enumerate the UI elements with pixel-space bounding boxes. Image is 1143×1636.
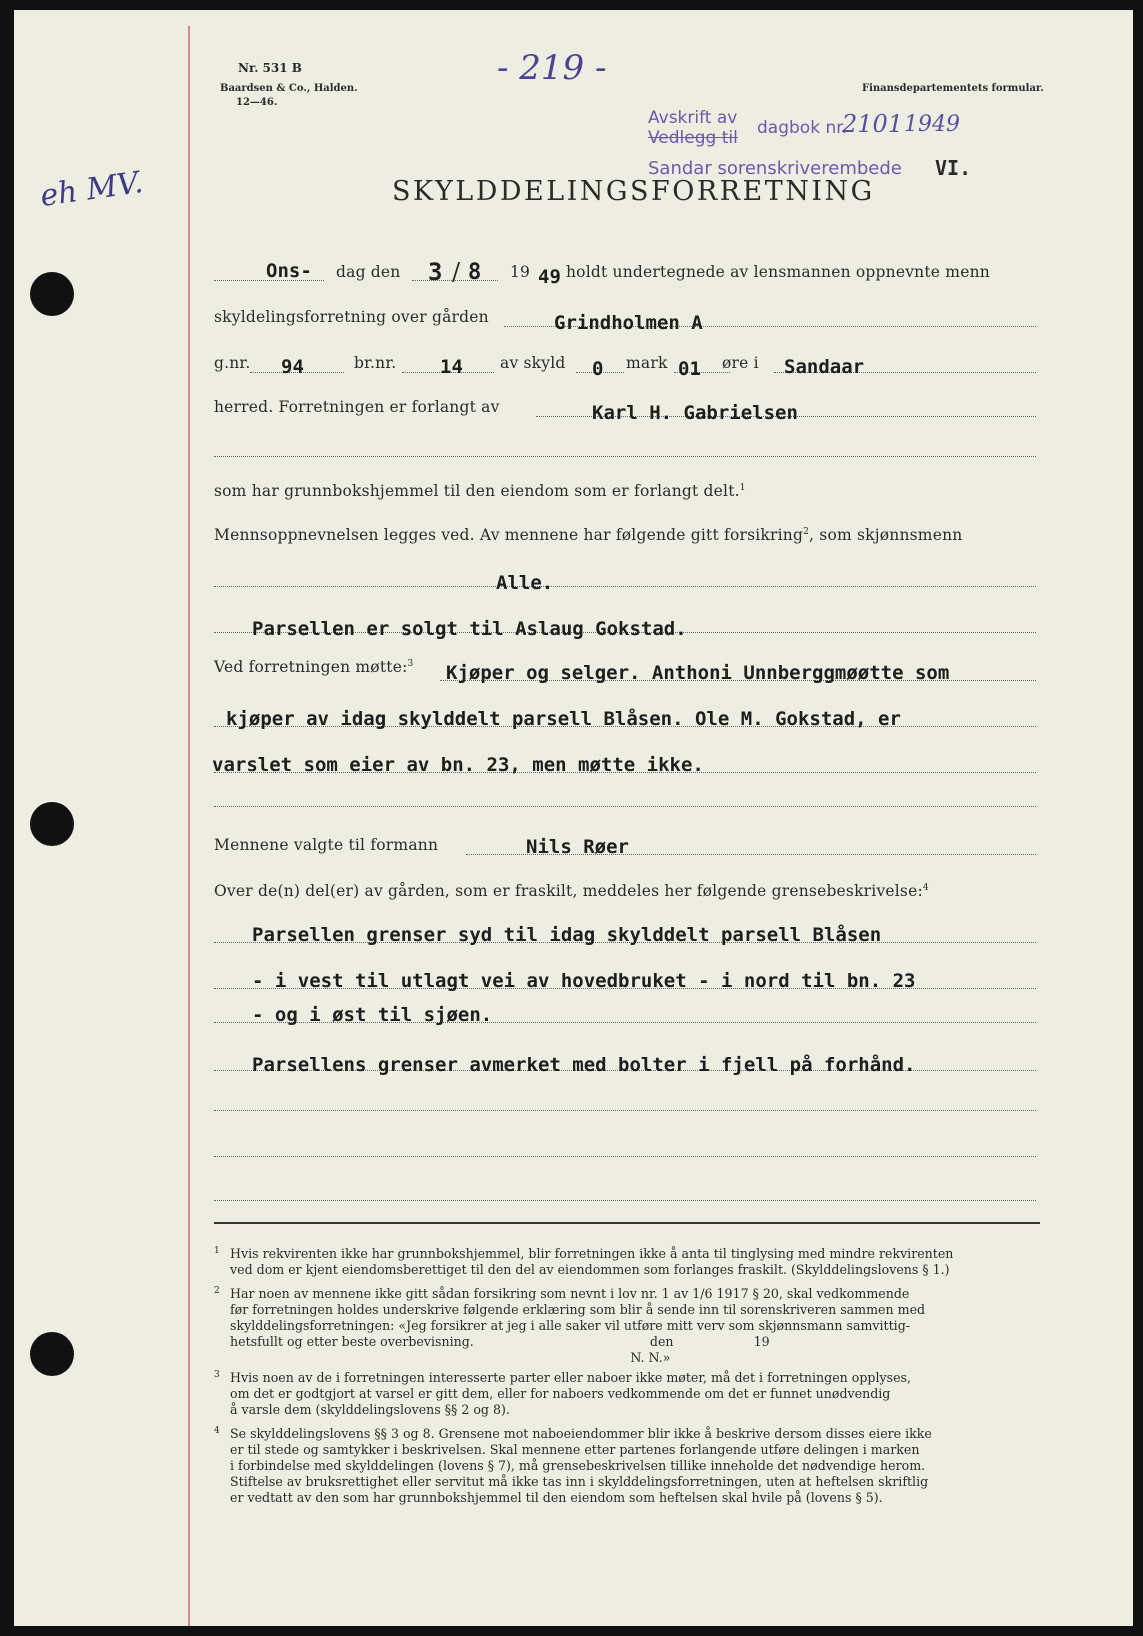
blank-line-1 (214, 456, 1036, 457)
label-motte-text: Ved forretningen møtte: (214, 658, 408, 676)
footnote-2-line: skylddelingsforretningen: «Jeg forsikrer at jeg i alle saker vil utføre mitt verv som skjønnsmann samvittig- (230, 1318, 911, 1333)
document-title: SKYLDDELINGSFORRETNING (392, 176, 875, 207)
date-separator: / (452, 258, 461, 286)
grense-line-3-text: - og i øst til sjøen. (252, 1004, 493, 1026)
margin-note: eh MV. (38, 164, 146, 215)
footnote-3 (214, 1370, 1044, 1418)
ministry-form: Finansdepartementets formular. (862, 83, 1044, 94)
grunnbok-text (214, 482, 746, 500)
label-brnr: br.nr. (354, 354, 397, 372)
brnr-value: 14 (440, 356, 463, 378)
menn-text-b: som skjønnsmenn (819, 526, 963, 544)
label-formann: Mennene valgte til formann (214, 836, 439, 854)
punch-hole-top (30, 272, 74, 316)
footnote-1-line: ved dom er kjent eiendomsberettiget til den del av eiendommen som forlanges fraskilt. (Skylddelingslovens § 1.) (230, 1262, 950, 1277)
formann-value: Nils Røer (526, 836, 629, 858)
footnote-3-line: å varsle dem (skylddelingslovens §§ 2 og 8). (230, 1402, 510, 1417)
footnote-ref-1: 1 (739, 482, 746, 493)
year-prefix: 19 (510, 263, 531, 281)
footnote-3-line: om det er godtgjort at varsel er gitt dem, eller for naboers vedkommende om det er funnet unødvendig (230, 1386, 891, 1401)
stamp-dagbok-label: dagbok nr. (757, 118, 848, 138)
parcel-sold: Parsellen er solgt til Aslaug Gokstad. (252, 618, 687, 640)
footnote-2-line: hetsfullt og etter beste overbevisning. den 19 (230, 1334, 770, 1349)
menn-text-a: Mennsoppnevnelsen legges ved. Av mennene har følgende gitt forsikring (214, 526, 804, 544)
footnote-3-number: 3 (214, 1370, 220, 1380)
footnote-1 (214, 1246, 1044, 1278)
date-month: 8 (468, 260, 482, 285)
label-av-skyld: av skyld (500, 354, 566, 372)
grense-line-1-text: Parsellen grenser syd til idag skylddelt parsell Blåsen (252, 924, 882, 946)
footnote-ref-2: 2 (803, 526, 810, 537)
label-ore-i: øre i (722, 354, 759, 372)
footnote-2-line: før forretningen holdes underskrive følgende erklæring som blir å sende inn til sorenskriveren sammen med (230, 1302, 926, 1317)
date-day: 3 (428, 258, 443, 286)
form-number: Nr. 531 B (238, 61, 302, 75)
menn-text: Mennsoppnevnelsen legges ved. Av mennene har følgende gitt forsikring$^2$, som skjønnsmenn (214, 526, 963, 544)
weekday-value: Ons- (266, 260, 312, 282)
stamp-office: Sandar sorenskriverembede (648, 158, 902, 179)
grense-intro (214, 882, 929, 900)
footnote-1-line: Hvis rekvirenten ikke har grunnbokshjemmel, blir forretningen ikke å anta til tinglysing med mindre rekvirenten (230, 1246, 954, 1261)
footnote-2 (214, 1286, 1044, 1366)
footnote-4-line: Se skylddelingslovens §§ 3 og 8. Grensene mot naboeiendommer blir ikke å beskrive dersom disses eiere ikke (230, 1426, 932, 1441)
footnote-4-line: Stiftelse av bruksrettighet eller servitut må ikke tas inn i skylddelingsforretningen, uten at heftelsen skriftlig (230, 1474, 929, 1489)
ore-value: 01 (678, 358, 701, 380)
footnote-ref-3: 3 (407, 658, 414, 669)
municipality-value: Sandaar (784, 356, 865, 378)
stamp-dagbok-number: 2101 (842, 110, 904, 138)
gnr-value: 94 (281, 356, 304, 378)
motte-line-2-text: kjøper av idag skylddelt parsell Blåsen. Ole M. Gokstad, er (226, 708, 901, 730)
grunnbok-text-body: som har grunnbokshjemmel til den eiendom som er forlangt delt. (214, 482, 740, 500)
footnote-4-line: er vedtatt av den som har grunnbokshjemmel til den eiendom som heftelsen skal hvile på (lovens § 5). (230, 1490, 883, 1505)
publisher: Baardsen & Co., Halden. (220, 83, 358, 94)
requester-value: Karl H. Gabrielsen (592, 402, 798, 424)
blank-line-4 (214, 1156, 1036, 1157)
label-motte (214, 658, 413, 676)
blank-line-5 (214, 1200, 1036, 1201)
page-number: - 219 - (497, 48, 607, 88)
grense-line-4-text: Parsellens grenser avmerket med bolter i fjell på forhånd. (252, 1054, 916, 1076)
stamp-vedlegg: Vedlegg til (648, 128, 738, 148)
label-over-garden: skyldelingsforretning over gården (214, 308, 489, 326)
footnote-rule (214, 1222, 1040, 1224)
label-herred: herred. Forretningen er forlangt av (214, 398, 500, 416)
year-suffix: 49 (538, 266, 561, 288)
label-mark: mark (626, 354, 668, 372)
footnote-2-number: 2 (214, 1286, 220, 1296)
blank-line-2 (214, 806, 1036, 807)
alle-value: Alle. (496, 572, 554, 594)
label-dag-den: dag den (336, 263, 401, 281)
stamp-year: 1949 (904, 112, 960, 137)
stamp-avskrift: Avskrift av (648, 108, 738, 128)
footnote-1-number: 1 (214, 1246, 220, 1256)
margin-rule (188, 26, 190, 1626)
footnote-3-line: Hvis noen av de i forretningen interesserte parter eller naboer ikke møter, må det i forretningen opplyses, (230, 1370, 911, 1385)
motte-line-3-text: varslet som eier av bn. 23, men møtte ikke. (212, 754, 704, 776)
label-gnr: g.nr. (214, 354, 251, 372)
footnote-4-line: i forbindelse med skylddelingen (lovens § 7), må grensebeskrivelsen tillike inneholde det nødvendige herom. (230, 1458, 926, 1473)
motte-line-1-text: Kjøper og selger. Anthoni Unnberggmøøtte som (446, 662, 950, 684)
held-text: holdt undertegnede av lensmannen oppnevnte menn (566, 263, 990, 281)
print-date: 12—46. (236, 97, 278, 108)
alle-line (214, 586, 1036, 587)
grense-line-2-text: - i vest til utlagt vei av hovedbruket - i nord til bn. 23 (252, 970, 916, 992)
stamp-roman: VI. (935, 156, 972, 180)
grense-intro-text: Over de(n) del(er) av gården, som er fraskilt, meddeles her følgende grensebeskrivelse: (214, 882, 923, 900)
footnote-ref-4: 4 (922, 882, 929, 893)
footnote-2-line: N. N.» (230, 1350, 671, 1365)
mark-value: 0 (592, 358, 604, 380)
punch-hole-middle (30, 802, 74, 846)
footnote-4-number: 4 (214, 1426, 220, 1436)
farm-name: Grindholmen A (554, 312, 703, 334)
punch-hole-bottom (30, 1332, 74, 1376)
footnote-4 (214, 1426, 1044, 1506)
blank-line-3 (214, 1110, 1036, 1111)
footnote-4-line: er til stede og samtykker i beskrivelsen. Skal mennene etter partenes forlangende utføre delingen i marken (230, 1442, 920, 1457)
footnote-2-line: Har noen av mennene ikke gitt sådan forsikring som nevnt i lov nr. 1 av 1/6 1917 § 20, skal vedkommende (230, 1286, 910, 1301)
